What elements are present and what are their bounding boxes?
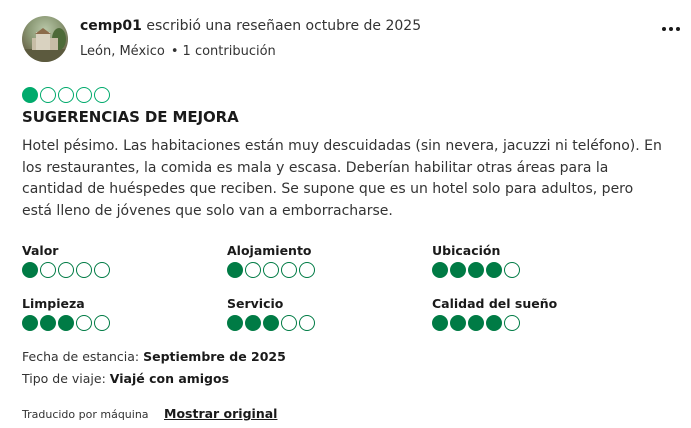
- empty-bubble-icon: [504, 262, 520, 278]
- filled-bubble-icon: [432, 315, 448, 331]
- empty-bubble-icon: [76, 315, 92, 331]
- empty-bubble-icon: [94, 315, 110, 331]
- subrating-servicio: [227, 296, 315, 331]
- filled-bubble-icon: [58, 315, 74, 331]
- subrating-label: Servicio: [227, 296, 284, 311]
- subrating-alojamiento: [227, 243, 315, 278]
- empty-bubble-icon: [40, 87, 56, 103]
- avatar[interactable]: [22, 16, 68, 62]
- filled-bubble-icon: [432, 262, 448, 278]
- empty-bubble-icon: [263, 262, 279, 278]
- filled-bubble-icon: [486, 262, 502, 278]
- empty-bubble-icon: [94, 87, 110, 103]
- filled-bubble-icon: [22, 87, 38, 103]
- subrating-limpieza: [22, 296, 110, 331]
- subrating-ubicacion: [432, 243, 520, 278]
- reviewer-line: [80, 18, 421, 34]
- filled-bubble-icon: [22, 262, 38, 278]
- filled-bubble-icon: [263, 315, 279, 331]
- empty-bubble-icon: [281, 262, 297, 278]
- reviewer-meta: [80, 44, 276, 59]
- subrating-label: Calidad del sueño: [432, 296, 558, 311]
- filled-bubble-icon: [245, 315, 261, 331]
- trip-type-value: Viajé con amigos: [109, 371, 230, 386]
- username-link[interactable]: cemp01: [80, 18, 142, 34]
- contribution-count: 1 contribución: [182, 44, 276, 59]
- stay-date-label: Fecha de estancia:: [22, 349, 140, 364]
- filled-bubble-icon: [450, 315, 466, 331]
- trip-type: [22, 371, 229, 386]
- empty-bubble-icon: [504, 315, 520, 331]
- stay-date-value: Septiembre de 2025: [143, 349, 286, 364]
- filled-bubble-icon: [227, 262, 243, 278]
- filled-bubble-icon: [486, 315, 502, 331]
- review-body: Hotel pésimo. Las habitaciones están muy descuidadas (sin nevera, jacuzzi ni teléfono). En los restaurantes, la comida es mala y escasa. Deberían habilitar otras áreas para la cantidad de huéspedes que reciben. Se supone que es un hotel solo para adultos, pero está lleno de jóvenes que solo van a emborracharse.: [22, 138, 662, 219]
- empty-bubble-icon: [58, 262, 74, 278]
- empty-bubble-icon: [76, 262, 92, 278]
- review-date-text: escribió una reseñaen octubre de 2025: [146, 18, 422, 34]
- show-original-link[interactable]: Mostrar original: [164, 406, 278, 421]
- subrating-label: Alojamiento: [227, 243, 312, 258]
- filled-bubble-icon: [40, 315, 56, 331]
- subrating-bubbles: [227, 315, 315, 331]
- stay-date: [22, 349, 286, 364]
- subrating-bubbles: [22, 262, 110, 278]
- subrating-bubbles: [432, 315, 557, 331]
- subrating-valor: [22, 243, 110, 278]
- review-title: SUGERENCIAS DE MEJORA: [22, 108, 239, 126]
- filled-bubble-icon: [22, 315, 38, 331]
- empty-bubble-icon: [58, 87, 74, 103]
- subrating-bubbles: [22, 315, 110, 331]
- subrating-label: Valor: [22, 243, 59, 258]
- subrating-label: Limpieza: [22, 296, 85, 311]
- review-bubble-rating: [22, 87, 110, 103]
- subrating-label: Ubicación: [432, 243, 501, 258]
- filled-bubble-icon: [450, 262, 466, 278]
- empty-bubble-icon: [299, 315, 315, 331]
- filled-bubble-icon: [227, 315, 243, 331]
- subrating-bubbles: [227, 262, 315, 278]
- empty-bubble-icon: [40, 262, 56, 278]
- empty-bubble-icon: [94, 262, 110, 278]
- subrating-calidad-sueno: [432, 296, 557, 331]
- empty-bubble-icon: [281, 315, 297, 331]
- empty-bubble-icon: [76, 87, 92, 103]
- more-options-icon[interactable]: [660, 22, 682, 36]
- reviewer-location: León, México: [80, 44, 165, 59]
- empty-bubble-icon: [299, 262, 315, 278]
- filled-bubble-icon: [468, 315, 484, 331]
- subrating-bubbles: [432, 262, 520, 278]
- trip-type-label: Tipo de viaje:: [22, 371, 106, 386]
- filled-bubble-icon: [468, 262, 484, 278]
- separator-dot: •: [170, 44, 179, 59]
- empty-bubble-icon: [245, 262, 261, 278]
- review-header: [22, 16, 682, 66]
- machine-translated-note: Traducido por máquina: [22, 408, 149, 421]
